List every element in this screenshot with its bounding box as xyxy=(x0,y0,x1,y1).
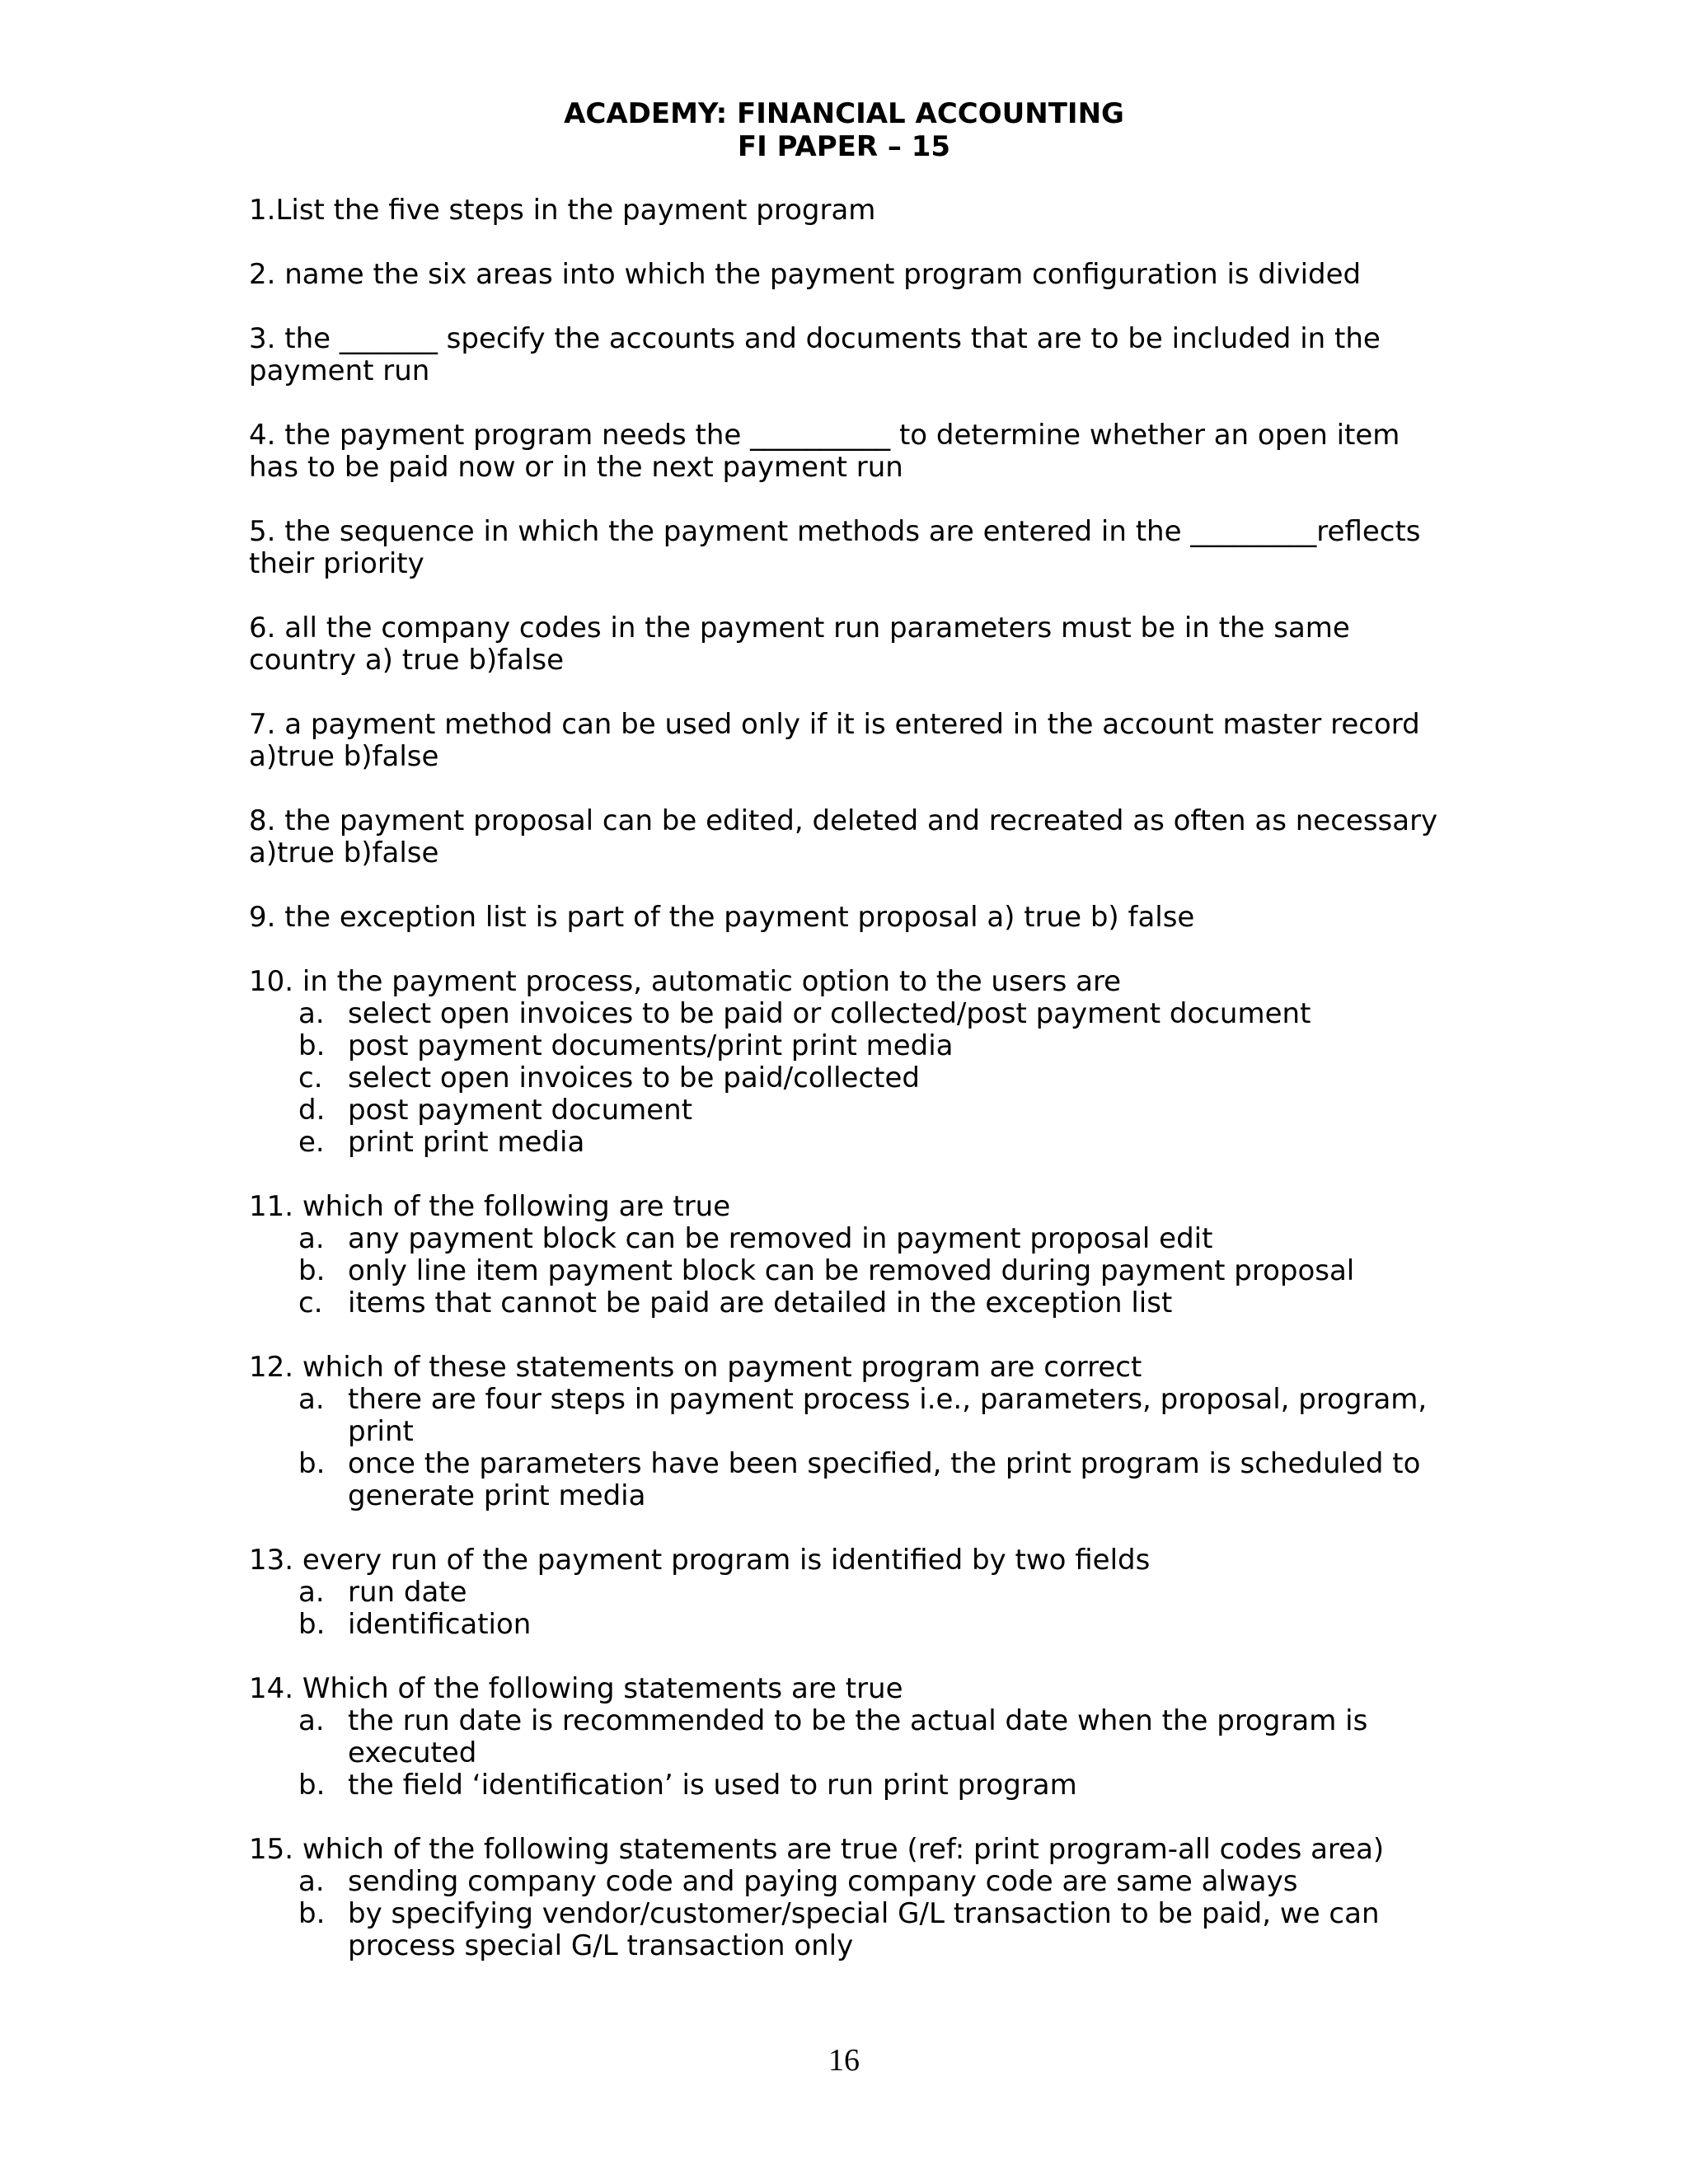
option-item xyxy=(249,1223,1452,1255)
option-text: run date xyxy=(348,1576,467,1609)
option-letter: c. xyxy=(298,1286,323,1319)
option-list xyxy=(249,1384,1452,1512)
question-text: 6. all the company codes in the payment run parameters must be in the same country a) true b)false xyxy=(249,612,1350,677)
option-item xyxy=(249,998,1452,1030)
option-text: post payment document xyxy=(348,1094,693,1127)
document-header xyxy=(0,97,1688,163)
option-text: select open invoices to be paid or collected/post payment document xyxy=(348,997,1311,1030)
option-text: there are four steps in payment process i.e., parameters, proposal, program, print xyxy=(348,1383,1428,1448)
question-item xyxy=(249,1191,1452,1319)
option-letter: c. xyxy=(298,1062,323,1094)
option-letter: b. xyxy=(298,1447,326,1480)
question-text: 10. in the payment process, automatic option to the users are xyxy=(249,965,1122,998)
option-item xyxy=(249,1898,1452,1962)
question-text: 14. Which of the following statements are true xyxy=(249,1672,903,1705)
option-letter: d. xyxy=(298,1094,326,1127)
option-item xyxy=(249,1062,1452,1094)
option-letter: a. xyxy=(298,1704,325,1737)
option-item xyxy=(249,1769,1452,1802)
option-list xyxy=(249,1866,1452,1962)
option-letter: b. xyxy=(298,1769,326,1802)
option-text: the run date is recommended to be the actual date when the program is executed xyxy=(348,1704,1368,1769)
option-item xyxy=(249,1255,1452,1287)
option-text: only line item payment block can be removed during payment proposal xyxy=(348,1254,1355,1287)
option-text: items that cannot be paid are detailed in the exception list xyxy=(348,1286,1173,1319)
question-item xyxy=(249,419,1452,484)
question-text: 2. name the six areas into which the payment program configuration is divided xyxy=(249,258,1362,291)
question-text: 8. the payment proposal can be edited, deleted and recreated as often as necessary a)true b)false xyxy=(249,804,1438,869)
question-text: 3. the _______ specify the accounts and documents that are to be included in the payment run xyxy=(249,322,1381,387)
option-list xyxy=(249,1705,1452,1802)
option-item xyxy=(249,1577,1452,1609)
option-letter: b. xyxy=(298,1029,326,1062)
option-text: once the parameters have been specified, the print program is scheduled to generate print media xyxy=(348,1447,1421,1512)
question-text: 1.List the five steps in the payment program xyxy=(249,194,876,227)
option-item xyxy=(249,1705,1452,1769)
question-item xyxy=(249,612,1452,677)
option-letter: a. xyxy=(298,997,325,1030)
question-item xyxy=(249,323,1452,387)
question-item xyxy=(249,709,1452,773)
question-text: 9. the exception list is part of the payment proposal a) true b) false xyxy=(249,901,1195,934)
option-letter: a. xyxy=(298,1222,325,1255)
option-item xyxy=(249,1384,1452,1448)
option-item xyxy=(249,1127,1452,1159)
question-item xyxy=(249,1834,1452,1962)
option-item xyxy=(249,1094,1452,1127)
option-item xyxy=(249,1866,1452,1898)
option-text: any payment block can be removed in payment proposal edit xyxy=(348,1222,1213,1255)
academy-title: ACADEMY: FINANCIAL ACCOUNTING xyxy=(564,97,1124,130)
question-item xyxy=(249,1673,1452,1802)
question-text: 4. the payment program needs the __________ to determine whether an open item has to be paid now or in the next payment run xyxy=(249,419,1400,484)
question-item xyxy=(249,1544,1452,1641)
option-text: the field ‘identification’ is used to run print program xyxy=(348,1769,1077,1802)
option-list xyxy=(249,1577,1452,1641)
question-text: 12. which of these statements on payment program are correct xyxy=(249,1351,1142,1384)
question-item xyxy=(249,805,1452,869)
option-list xyxy=(249,998,1452,1159)
option-item xyxy=(249,1287,1452,1319)
question-item xyxy=(249,194,1452,227)
paper-title: FI PAPER – 15 xyxy=(737,130,951,163)
question-text: 13. every run of the payment program is identified by two fields xyxy=(249,1544,1151,1577)
option-letter: b. xyxy=(298,1897,326,1930)
option-letter: a. xyxy=(298,1383,325,1416)
question-item xyxy=(249,516,1452,580)
option-text: identification xyxy=(348,1608,532,1641)
question-text: 5. the sequence in which the payment methods are entered in the _________reflects their priority xyxy=(249,515,1421,580)
option-text: post payment documents/print print media xyxy=(348,1029,954,1062)
option-item xyxy=(249,1030,1452,1062)
option-letter: b. xyxy=(298,1608,326,1641)
question-text: 15. which of the following statements are true (ref: print program-all codes area) xyxy=(249,1833,1385,1866)
option-item xyxy=(249,1609,1452,1641)
option-text: by specifying vendor/customer/special G/L transaction to be paid, we can process special G/L transaction only xyxy=(348,1897,1380,1962)
option-letter: b. xyxy=(298,1254,326,1287)
question-list xyxy=(249,194,1452,1994)
option-letter: a. xyxy=(298,1576,325,1609)
question-text: 11. which of the following are true xyxy=(249,1190,731,1223)
option-letter: a. xyxy=(298,1865,325,1898)
option-text: sending company code and paying company code are same always xyxy=(348,1865,1298,1898)
option-list xyxy=(249,1223,1452,1319)
option-letter: e. xyxy=(298,1126,325,1159)
question-item xyxy=(249,902,1452,934)
question-text: 7. a payment method can be used only if it is entered in the account master record a)true b)false xyxy=(249,708,1420,773)
option-item xyxy=(249,1448,1452,1512)
page-number: 16 xyxy=(828,2043,860,2078)
question-item xyxy=(249,966,1452,1159)
question-item xyxy=(249,1352,1452,1512)
option-text: print print media xyxy=(348,1126,585,1159)
question-item xyxy=(249,259,1452,291)
option-text: select open invoices to be paid/collected xyxy=(348,1062,920,1094)
